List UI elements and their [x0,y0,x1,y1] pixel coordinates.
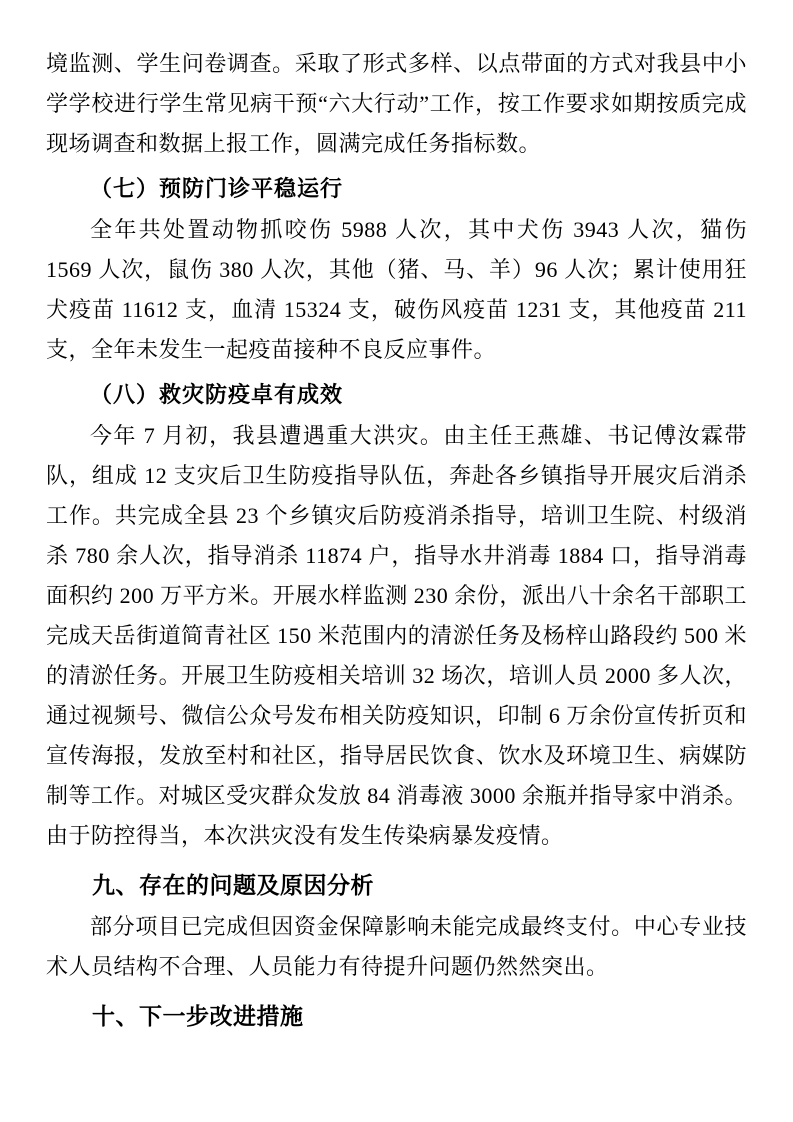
heading-section-7: （七）预防门诊平稳运行 [90,176,344,201]
paragraph-section-7: 全年共处置动物抓咬伤 5988 人次，其中犬伤 3943 人次，猫伤 1569 人次，鼠伤 380 人次，其他（猪、马、羊）96 人次；累计使用狂犬疫苗 11612 支，血清 15324 支，破伤风疫苗 1231 支，其他疫苗 211 支，全年未发生一起疫苗接种不良反应事件。 [46,217,747,362]
paragraph-section-9: 部分项目已完成但因资金保障影响未能完成最终支付。中心专业技术人员结构不合理、人员能力有待提升问题仍然然突出。 [46,914,747,979]
heading-section-10: 十、下一步改进措施 [92,1003,304,1029]
paragraph-section-8: 今年 7 月初，我县遭遇重大洪灾。由主任王燕雄、书记傅汝霖带队，组成 12 支灾后卫生防疫指导队伍，奔赴各乡镇指导开展灾后消杀工作。共完成全县 23 个乡镇灾后防疫消杀指导，培训卫生院、村级消杀 780 余人次，指导消杀 11874 户，指导水井消毒 1884 口，指导消毒面积约 200 万平方米。开展水样监测 230 余份，派出八十余名干部职工完成天岳街道简青社区 150 米范围内的清淤任务及杨梓山路段约 500 米的清淤任务。开展卫生防疫相关培训 32 场次，培训人员 2000 多人次，通过视频号、微信公众号发布相关防疫知识，印制 6 万余份宣传折页和宣传海报，发放至村和社区，指导居民饮食、饮水及环境卫生、病媒防制等工作。对城区受灾群众发放 84 消毒液 3000 余瓶并指导家中消杀。由于防控得当，本次洪灾没有发生传染病暴发疫情。 [46,423,747,848]
paragraph-continuation: 境监测、学生问卷调查。采取了形式多样、以点带面的方式对我县中小学学校进行学生常见病干预“六大行动”工作，按工作要求如期按质完成现场调查和数据上报工作，圆满完成任务指标数。 [46,51,747,156]
heading-section-8: （八）救灾防疫卓有成效 [90,382,344,407]
heading-section-9: 九、存在的问题及原因分析 [92,872,374,898]
